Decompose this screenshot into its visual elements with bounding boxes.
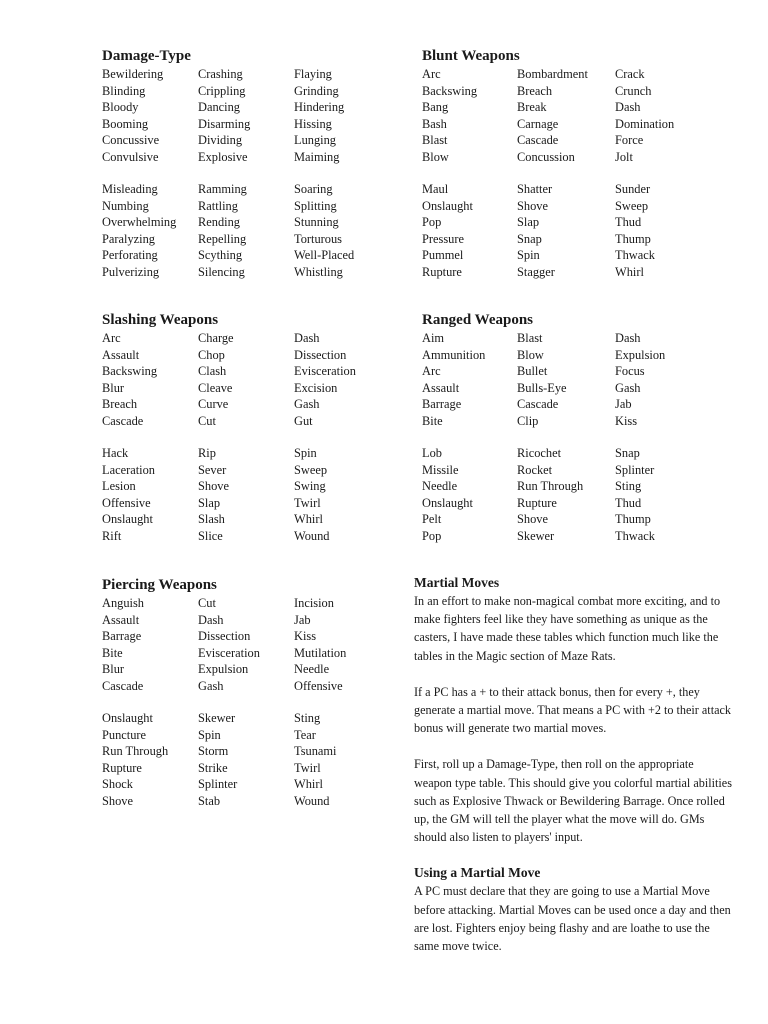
table-cell: Snap [517, 231, 542, 246]
table-cell: Blast [422, 133, 448, 147]
table-cell: Expulsion [615, 347, 666, 362]
table-cell: Kiss [615, 413, 638, 428]
table-cell: Wound [294, 793, 330, 808]
table-cell: Bite [102, 645, 123, 660]
table-cell: Arc [422, 67, 441, 81]
table-cell: Sting [615, 479, 642, 493]
table-cell: Thump [615, 512, 651, 526]
table-cell: Overwhelming [102, 215, 177, 229]
table-cell: Perforating [102, 248, 158, 262]
piercing-weapons-table [102, 595, 390, 809]
table-cell: Excision [294, 380, 338, 395]
table-cell: Thud [615, 495, 642, 510]
table-cell: Skewer [517, 528, 555, 543]
table-cell: Jab [294, 612, 311, 627]
table-cell: Sweep [294, 462, 328, 477]
table-cell: Whistling [294, 264, 343, 279]
table-cell: Run Through [102, 744, 169, 758]
table-cell: Crack [615, 67, 645, 81]
damage-type-title: Damage-Type [102, 48, 191, 64]
table-cell: Cascade [517, 397, 559, 411]
table-cell: Carnage [517, 116, 559, 131]
table-cell: Shove [517, 512, 548, 526]
table-cell: Stagger [517, 264, 555, 279]
table-cell: Blow [517, 347, 544, 362]
table-cell: Stunning [294, 215, 339, 229]
table-cell: Pummel [422, 248, 464, 262]
table-cell: Disarming [198, 116, 251, 131]
table-cell: Pelt [422, 512, 442, 526]
row-group-spacer [198, 694, 294, 710]
table-cell: Evisceration [294, 364, 356, 378]
row-group-spacer [294, 694, 390, 710]
table-cell: Gash [294, 397, 320, 411]
table-cell: Cut [198, 596, 216, 610]
table-column [102, 330, 198, 544]
row-group-spacer [102, 694, 198, 710]
table-column [294, 330, 390, 544]
table-cell: Convulsive [102, 149, 159, 164]
table-cell: Bulls-Eye [517, 380, 567, 395]
table-cell: Blast [517, 331, 543, 345]
row-group-spacer [422, 429, 517, 445]
table-cell: Dissection [294, 347, 347, 362]
table-cell: Breach [517, 83, 553, 98]
slashing-weapons-title: Slashing Weapons [102, 312, 219, 328]
table-cell: Aim [422, 331, 445, 345]
table-cell: Rocket [517, 462, 553, 477]
ranged-weapons-section [422, 310, 711, 544]
table-cell: Splitting [294, 198, 337, 213]
blunt-weapons-section [422, 46, 711, 280]
table-column [422, 330, 517, 544]
table-cell: Shove [102, 793, 133, 808]
row-group-spacer [102, 429, 198, 445]
table-cell: Ammunition [422, 347, 486, 362]
table-cell: Ramming [198, 182, 247, 196]
row-group-spacer [615, 429, 711, 445]
table-cell: Dissection [198, 629, 251, 643]
table-cell: Sting [294, 711, 321, 725]
table-cell: Repelling [198, 231, 247, 246]
table-cell: Dash [294, 331, 320, 345]
table-cell: Spin [198, 727, 221, 742]
table-cell: Splinter [198, 777, 238, 791]
table-cell: Incision [294, 596, 334, 610]
table-cell: Snap [615, 446, 640, 460]
table-cell: Lesion [102, 479, 136, 493]
table-cell: Clip [517, 413, 539, 428]
row-group-spacer [198, 165, 294, 181]
table-column [198, 66, 294, 280]
table-cell: Evisceration [198, 645, 260, 660]
row-group-spacer [422, 165, 517, 181]
table-cell: Backswing [422, 83, 478, 98]
row-group-spacer [615, 165, 711, 181]
table-cell: Slash [198, 512, 225, 526]
table-cell: Crippling [198, 83, 246, 98]
table-cell: Whirl [294, 512, 323, 526]
table-cell: Shove [198, 479, 229, 493]
table-cell: Assault [102, 612, 140, 627]
table-cell: Laceration [102, 462, 155, 477]
table-cell: Stab [198, 793, 221, 808]
table-cell: Pop [422, 528, 442, 543]
table-cell: Whirl [615, 264, 644, 279]
table-cell: Cut [198, 413, 216, 428]
table-cell: Focus [615, 364, 645, 378]
table-cell: Barrage [422, 397, 462, 411]
table-cell: Cascade [102, 413, 144, 428]
table-cell: Hindering [294, 100, 345, 114]
martial-moves-paragraph: In an effort to make non-magical combat more exciting, and to make fighters feel like they have something as unique as the casters, I have made these tables which function much like the tables in the Magic section of Maze Rats. [414, 594, 721, 663]
table-cell: Dash [615, 100, 641, 114]
table-cell: Explosive [198, 149, 248, 164]
table-cell: Paralyzing [102, 231, 155, 246]
table-cell: Offensive [294, 678, 343, 693]
piercing-weapons-title: Piercing Weapons [102, 577, 217, 593]
table-cell: Missile [422, 462, 459, 477]
table-cell: Gash [615, 380, 641, 395]
table-cell: Hack [102, 446, 129, 460]
table-cell: Silencing [198, 264, 245, 279]
table-cell: Run Through [517, 479, 584, 493]
table-cell: Chop [198, 347, 225, 362]
table-cell: Onslaught [102, 711, 153, 725]
table-column [198, 595, 294, 809]
table-cell: Blur [102, 662, 125, 676]
row-group-spacer [517, 429, 615, 445]
table-cell: Breach [102, 397, 138, 411]
slashing-weapons-table [102, 330, 390, 544]
table-cell: Lunging [294, 133, 336, 147]
table-cell: Splinter [615, 462, 655, 477]
table-cell: Rift [102, 528, 122, 543]
table-cell: Slice [198, 528, 223, 543]
table-cell: Swing [294, 479, 326, 493]
table-column [294, 595, 390, 809]
table-cell: Dash [615, 331, 641, 345]
using-martial-move-heading: Using a Martial Move [414, 865, 541, 881]
table-cell: Bewildering [102, 67, 164, 81]
table-cell: Sunder [615, 182, 651, 196]
table-cell: Kiss [294, 629, 317, 643]
table-cell: Anguish [102, 596, 144, 610]
table-cell: Domination [615, 116, 675, 131]
table-cell: Jolt [615, 149, 633, 164]
ranged-weapons-table [422, 330, 711, 544]
table-cell: Thump [615, 231, 651, 246]
table-cell: Charge [198, 331, 234, 345]
table-column [102, 595, 198, 809]
table-cell: Onslaught [102, 512, 153, 526]
table-cell: Spin [517, 248, 540, 262]
table-cell: Twirl [294, 495, 321, 510]
martial-moves-heading: Martial Moves [414, 575, 500, 590]
table-cell: Sweep [615, 198, 649, 213]
table-cell: Grinding [294, 83, 339, 98]
table-cell: Clash [198, 364, 227, 378]
table-cell: Slap [517, 215, 540, 229]
table-cell: Pressure [422, 231, 464, 246]
table-cell: Sever [198, 462, 227, 477]
table-cell: Tsunami [294, 744, 337, 758]
table-cell: Concussion [517, 149, 575, 164]
table-cell: Booming [102, 116, 149, 131]
table-column [294, 66, 390, 280]
table-cell: Bombardment [517, 67, 588, 81]
table-cell: Cleave [198, 380, 233, 395]
table-cell: Bite [422, 413, 443, 428]
table-cell: Crunch [615, 83, 652, 98]
table-cell: Bloody [102, 100, 139, 114]
table-cell: Jab [615, 397, 632, 411]
damage-type-table [102, 66, 390, 280]
table-column [517, 330, 615, 544]
table-cell: Misleading [102, 182, 158, 196]
table-cell: Thud [615, 215, 642, 229]
row-group-spacer [517, 165, 615, 181]
table-cell: Curve [198, 397, 229, 411]
table-cell: Dash [198, 612, 224, 627]
table-cell: Well-Placed [294, 248, 355, 262]
table-cell: Maiming [294, 149, 340, 164]
table-cell: Arc [422, 364, 441, 378]
piercing-weapons-section [102, 575, 390, 809]
table-cell: Maul [422, 182, 449, 196]
table-cell: Gut [294, 413, 313, 428]
table-cell: Puncture [102, 727, 147, 742]
table-cell: Dancing [198, 100, 240, 114]
table-cell: Rip [198, 446, 216, 460]
row-group-spacer [294, 165, 390, 181]
table-cell: Assault [422, 380, 460, 395]
table-cell: Wound [294, 528, 330, 543]
table-cell: Shove [517, 198, 548, 213]
table-cell: Bullet [517, 364, 548, 378]
row-group-spacer [294, 429, 390, 445]
martial-moves-text [414, 574, 734, 955]
blunt-weapons-table [422, 66, 711, 280]
table-cell: Lob [422, 446, 442, 460]
table-cell: Twirl [294, 760, 321, 775]
table-cell: Concussive [102, 133, 160, 147]
table-cell: Crashing [198, 67, 243, 81]
table-cell: Bash [422, 116, 447, 131]
table-cell: Onslaught [422, 495, 473, 510]
martial-moves-paragraph: First, roll up a Damage-Type, then roll on the appropriate weapon type table. This should give you colorful martial abilities such as Explosive Thwack or Bewildering Barrage. Once rolled up, the GM will tell the player what the move will do. GMs should also listen to players' input. [414, 757, 732, 845]
table-cell: Cascade [517, 133, 559, 147]
ranged-weapons-title: Ranged Weapons [422, 312, 534, 328]
table-cell: Arc [102, 331, 121, 345]
table-cell: Rupture [102, 760, 142, 775]
table-cell: Strike [198, 760, 228, 775]
table-cell: Skewer [198, 711, 236, 725]
table-cell: Pulverizing [102, 264, 160, 279]
table-cell: Needle [294, 662, 330, 676]
table-cell: Assault [102, 347, 140, 362]
table-cell: Hissing [294, 116, 332, 131]
damage-type-section [102, 46, 390, 280]
table-cell: Backswing [102, 364, 158, 378]
table-cell: Rupture [517, 495, 557, 510]
table-cell: Thwack [615, 248, 655, 262]
table-cell: Pop [422, 215, 442, 229]
table-cell: Onslaught [422, 198, 473, 213]
table-cell: Blow [422, 149, 449, 164]
table-cell: Break [517, 100, 547, 114]
table-cell: Soaring [294, 182, 333, 196]
table-column [517, 66, 615, 280]
table-cell: Torturous [294, 231, 343, 246]
table-cell: Blur [102, 380, 125, 395]
table-cell: Rattling [198, 198, 238, 213]
table-cell: Bang [422, 100, 449, 114]
blunt-weapons-title: Blunt Weapons [422, 48, 520, 64]
martial-moves-paragraph: If a PC has a + to their attack bonus, then for every +, they generate a martial move. That means a PC with +2 to their attack bonus will generate two martial moves. [414, 684, 731, 736]
table-column [615, 330, 711, 544]
table-cell: Expulsion [198, 662, 249, 676]
table-cell: Rupture [422, 264, 462, 279]
table-cell: Rending [198, 215, 240, 229]
table-cell: Cascade [102, 678, 144, 693]
table-cell: Thwack [615, 528, 655, 543]
table-cell: Blinding [102, 83, 146, 98]
table-column [198, 330, 294, 544]
table-cell: Ricochet [517, 446, 562, 460]
row-group-spacer [198, 429, 294, 445]
table-column [615, 66, 711, 280]
table-cell: Storm [198, 744, 229, 758]
table-cell: Mutilation [294, 645, 347, 660]
table-cell: Offensive [102, 495, 151, 510]
table-cell: Shatter [517, 182, 553, 196]
using-martial-move-paragraph: A PC must declare that they are going to use a Martial Move before attacking. Martial Moves can be used once a day and then are lost. Fighters enjoy being flashy and are loathe to use the same move twice. [414, 884, 731, 954]
table-cell: Shock [102, 777, 133, 791]
table-cell: Numbing [102, 198, 149, 213]
table-cell: Barrage [102, 629, 142, 643]
table-cell: Spin [294, 446, 317, 460]
table-cell: Gash [198, 678, 224, 693]
table-cell: Slap [198, 495, 221, 510]
table-cell: Dividing [198, 133, 243, 147]
table-cell: Needle [422, 479, 458, 493]
table-column [102, 66, 198, 280]
table-column [422, 66, 517, 280]
table-cell: Scything [198, 248, 243, 262]
table-cell: Force [615, 133, 644, 147]
table-cell: Flaying [294, 67, 332, 81]
slashing-weapons-section [102, 310, 390, 544]
table-cell: Tear [294, 727, 316, 742]
table-cell: Whirl [294, 777, 323, 791]
row-group-spacer [102, 165, 198, 181]
